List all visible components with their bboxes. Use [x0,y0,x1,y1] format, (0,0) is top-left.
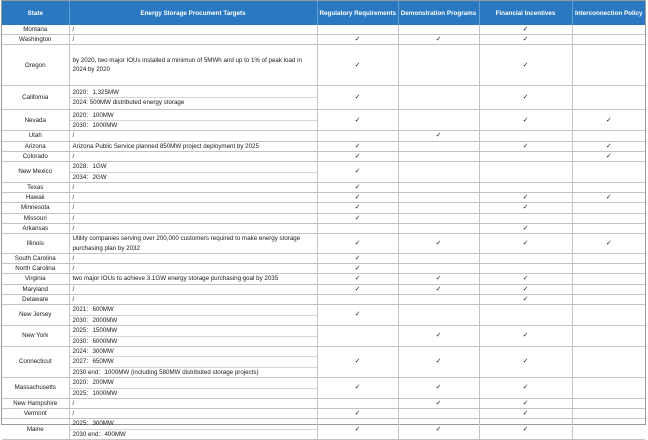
table-row [2,264,645,274]
table-row [2,305,645,326]
checkmark-icon: ✓ [522,36,529,44]
table-row [2,284,645,294]
table-row [2,110,645,131]
demonstration-mark-cell [398,378,479,399]
financial-mark-cell [479,203,572,213]
checkmark-icon: ✓ [522,332,529,340]
regulatory-mark-cell [317,347,398,378]
checkmark-icon: ✓ [522,26,529,33]
checkmark-icon: ✓ [435,36,442,44]
demonstration-mark-cell [398,213,479,223]
regulatory-mark-cell [317,294,398,304]
regulatory-mark-cell [317,284,398,294]
checkmark-icon: ✓ [522,239,529,247]
checkmark-icon: ✓ [522,425,529,433]
checkmark-icon: ✓ [522,224,529,232]
checkmark-icon: ✓ [354,265,361,273]
interconnection-mark-cell [572,203,645,213]
target-line: 2034：2GW [70,172,317,182]
state-cell: Colorado [2,151,69,161]
header-targets: Energy Storage Procument Targets [69,1,317,25]
checkmark-icon: ✓ [435,285,442,293]
target-cell [69,110,317,131]
demonstration-mark-cell [398,326,479,347]
table-row [2,326,645,347]
target-cell [69,35,317,45]
checkmark-icon: ✓ [605,142,612,150]
interconnection-mark-cell [572,151,645,161]
regulatory-mark-cell [317,45,398,86]
state-cell: Texas [2,183,69,193]
checkmark-icon: ✓ [435,425,442,433]
demonstration-mark-cell [398,305,479,326]
financial-mark-cell [479,274,572,284]
financial-mark-cell [479,347,572,378]
interconnection-mark-cell [572,183,645,193]
regulatory-mark-cell [317,305,398,326]
target-line: 2025：1000MW [70,388,317,398]
target-line: / [72,204,75,212]
table-body [2,25,645,439]
demonstration-mark-cell [398,254,479,264]
state-cell: Maine [2,419,69,439]
checkmark-icon: ✓ [354,116,361,124]
checkmark-icon: ✓ [522,142,529,150]
target-line: 2025：300MW [72,420,114,428]
target-cell [69,254,317,264]
procurement-table-frame [1,0,646,438]
financial-mark-cell [479,284,572,294]
table-row [2,151,645,161]
state-cell: Missouri [2,213,69,223]
target-line: / [72,255,75,263]
regulatory-mark-cell [317,264,398,274]
target-line: 2020：1,325MW [72,89,119,97]
checkmark-icon: ✓ [522,400,529,408]
state-cell: Massachusetts [2,378,69,399]
interconnection-mark-cell [572,409,645,419]
financial-mark-cell [479,409,572,419]
financial-mark-cell [479,399,572,409]
financial-mark-cell [479,326,572,347]
checkmark-icon: ✓ [522,116,529,124]
financial-mark-cell [479,193,572,203]
target-line: / [72,400,75,408]
regulatory-mark-cell [317,223,398,233]
table-row [2,25,645,35]
interconnection-mark-cell [572,141,645,151]
target-line: 2030：6000MW [70,336,317,346]
interconnection-mark-cell [572,284,645,294]
checkmark-icon: ✓ [354,152,361,160]
target-cell [69,203,317,213]
checkmark-icon: ✓ [354,410,361,418]
target-line: Arizona Public Service planned 850MW project deployment by 2025 [72,142,259,150]
financial-mark-cell [479,378,572,399]
state-cell: Nevada [2,110,69,131]
checkmark-icon: ✓ [354,36,361,44]
state-cell: California [2,86,69,110]
interconnection-mark-cell [572,294,645,304]
table-row [2,183,645,193]
interconnection-mark-cell [572,131,645,141]
checkmark-icon: ✓ [354,61,361,69]
target-line: / [72,132,75,140]
target-line: two major IOUs to achieve 3.1GW energy storage purchasing goal by 2035 [72,275,279,283]
target-cell [69,223,317,233]
checkmark-icon: ✓ [435,358,442,366]
state-cell: Virginia [2,274,69,284]
demonstration-mark-cell [398,264,479,274]
state-cell: Montana [2,25,69,35]
checkmark-icon: ✓ [354,384,361,392]
financial-mark-cell [479,35,572,45]
target-cell [69,419,317,439]
table-row [2,213,645,223]
interconnection-mark-cell [572,110,645,131]
target-cell [69,141,317,151]
interconnection-mark-cell [572,35,645,45]
demonstration-mark-cell [398,203,479,213]
state-cell: New Mexico [2,162,69,183]
regulatory-mark-cell [317,254,398,264]
checkmark-icon: ✓ [354,204,361,212]
target-cell [69,409,317,419]
state-cell: Connecticut [2,347,69,378]
financial-mark-cell [479,141,572,151]
target-cell [69,193,317,203]
target-cell [69,213,317,223]
regulatory-mark-cell [317,203,398,213]
interconnection-mark-cell [572,305,645,326]
checkmark-icon: ✓ [522,384,529,392]
target-cell [69,326,317,347]
regulatory-mark-cell [317,378,398,399]
checkmark-icon: ✓ [435,132,442,140]
target-line: 2020：100MW [72,111,114,119]
regulatory-mark-cell [317,193,398,203]
regulatory-mark-cell [317,86,398,110]
target-line: / [72,152,75,160]
checkmark-icon: ✓ [354,194,361,202]
demonstration-mark-cell [398,25,479,35]
checkmark-icon: ✓ [354,184,361,192]
state-cell: Illinois [2,234,69,254]
checkmark-icon: ✓ [605,116,612,124]
checkmark-icon: ✓ [354,358,361,366]
regulatory-mark-cell [317,131,398,141]
regulatory-mark-cell [317,110,398,131]
table-row [2,131,645,141]
table-row [2,141,645,151]
header-financial: Financial Incentives [479,1,572,25]
state-cell: New York [2,326,69,347]
target-line: 2024：300MW [72,348,114,356]
regulatory-mark-cell [317,419,398,439]
interconnection-mark-cell [572,419,645,439]
table-row [2,35,645,45]
target-cell [69,284,317,294]
header-regulatory: Regulatory Requirements [317,1,398,25]
table-row [2,193,645,203]
target-line: / [72,224,75,232]
header-demonstration: Demonstration Programs [398,1,479,25]
demonstration-mark-cell [398,131,479,141]
checkmark-icon: ✓ [354,425,361,433]
financial-mark-cell [479,294,572,304]
interconnection-mark-cell [572,326,645,347]
checkmark-icon: ✓ [522,295,529,303]
interconnection-mark-cell [572,254,645,264]
target-line: 2020：200MW [72,379,114,387]
financial-mark-cell [479,183,572,193]
financial-mark-cell [479,25,572,35]
checkmark-icon: ✓ [605,239,612,247]
target-cell [69,305,317,326]
checkmark-icon: ✓ [522,194,529,202]
checkmark-icon: ✓ [354,142,361,150]
demonstration-mark-cell [398,294,479,304]
regulatory-mark-cell [317,183,398,193]
target-line: 2030：2000MW [70,315,317,325]
demonstration-mark-cell [398,399,479,409]
checkmark-icon: ✓ [522,94,529,102]
target-line: / [72,410,75,418]
target-cell [69,347,317,378]
target-line: Utility companies serving over 200,000 customers required to make energy storage purchasing plan by 2032 [72,235,301,252]
regulatory-mark-cell [317,409,398,419]
state-cell: North Carolina [2,264,69,274]
target-line: by 2020, two major IOUs installed a minimun of 5MWh and up to 1% of peak load in 2024 by 2020 [72,57,302,74]
checkmark-icon: ✓ [605,194,612,202]
financial-mark-cell [479,131,572,141]
interconnection-mark-cell [572,347,645,378]
interconnection-mark-cell [572,193,645,203]
checkmark-icon: ✓ [435,239,442,247]
state-cell: Washington [2,35,69,45]
demonstration-mark-cell [398,274,479,284]
regulatory-mark-cell [317,234,398,254]
financial-mark-cell [479,162,572,183]
interconnection-mark-cell [572,223,645,233]
financial-mark-cell [479,264,572,274]
regulatory-mark-cell [317,35,398,45]
checkmark-icon: ✓ [354,255,361,263]
target-cell [69,45,317,86]
checkmark-icon: ✓ [522,410,529,418]
regulatory-mark-cell [317,162,398,183]
demonstration-mark-cell [398,193,479,203]
interconnection-mark-cell [572,25,645,35]
table-row [2,86,645,110]
table-row [2,419,645,439]
checkmark-icon: ✓ [435,332,442,340]
financial-mark-cell [479,305,572,326]
checkmark-icon: ✓ [354,214,361,222]
interconnection-mark-cell [572,162,645,183]
table-row [2,378,645,399]
checkmark-icon: ✓ [435,400,442,408]
interconnection-mark-cell [572,378,645,399]
demonstration-mark-cell [398,151,479,161]
target-cell [69,399,317,409]
energy-storage-policy-table [2,1,645,440]
state-cell: Hawaii [2,193,69,203]
state-cell: Arkansas [2,223,69,233]
demonstration-mark-cell [398,234,479,254]
target-cell [69,378,317,399]
target-line: / [72,265,75,273]
regulatory-mark-cell [317,326,398,347]
target-cell [69,234,317,254]
table-row [2,399,645,409]
interconnection-mark-cell [572,274,645,284]
target-line: 2025：1500MW [72,327,118,335]
regulatory-mark-cell [317,274,398,284]
target-cell [69,25,317,35]
checkmark-icon: ✓ [354,311,361,319]
demonstration-mark-cell [398,110,479,131]
demonstration-mark-cell [398,409,479,419]
financial-mark-cell [479,45,572,86]
checkmark-icon: ✓ [435,275,442,283]
table-row [2,274,645,284]
target-line: / [72,194,75,202]
header-state: State [2,1,69,25]
state-cell: New Jersey [2,305,69,326]
state-cell: Utah [2,131,69,141]
financial-mark-cell [479,254,572,264]
financial-mark-cell [479,151,572,161]
target-line: / [72,184,75,192]
target-cell [69,86,317,110]
table-row [2,45,645,86]
target-line: / [72,295,75,303]
header-interconnection: Interconnection Policy [572,1,645,25]
interconnection-mark-cell [572,86,645,110]
financial-mark-cell [479,419,572,439]
interconnection-mark-cell [572,399,645,409]
demonstration-mark-cell [398,162,479,183]
table-row [2,294,645,304]
target-cell [69,151,317,161]
checkmark-icon: ✓ [354,239,361,247]
target-line: 2021：600MW [72,306,114,314]
financial-mark-cell [479,86,572,110]
target-cell [69,131,317,141]
regulatory-mark-cell [317,399,398,409]
demonstration-mark-cell [398,86,479,110]
demonstration-mark-cell [398,284,479,294]
table-row [2,162,645,183]
state-cell: Arizona [2,141,69,151]
target-cell [69,294,317,304]
demonstration-mark-cell [398,223,479,233]
demonstration-mark-cell [398,141,479,151]
checkmark-icon: ✓ [354,94,361,102]
table-row [2,409,645,419]
state-cell: New Hampshire [2,399,69,409]
state-cell: South Carolina [2,254,69,264]
regulatory-mark-cell [317,151,398,161]
interconnection-mark-cell [572,213,645,223]
checkmark-icon: ✓ [522,285,529,293]
interconnection-mark-cell [572,264,645,274]
target-cell [69,183,317,193]
financial-mark-cell [479,110,572,131]
demonstration-mark-cell [398,35,479,45]
target-line: / [72,36,75,44]
regulatory-mark-cell [317,213,398,223]
table-header-row [2,1,645,25]
regulatory-mark-cell [317,141,398,151]
target-line: / [72,214,75,222]
state-cell: Maryland [2,284,69,294]
target-line: 2030 end：400MW [70,429,317,439]
demonstration-mark-cell [398,347,479,378]
target-line: / [72,285,75,293]
checkmark-icon: ✓ [605,152,612,160]
checkmark-icon: ✓ [435,384,442,392]
checkmark-icon: ✓ [522,204,529,212]
target-line: 2028：1GW [72,163,107,171]
target-cell [69,264,317,274]
checkmark-icon: ✓ [354,275,361,283]
target-cell [69,162,317,183]
interconnection-mark-cell [572,45,645,86]
target-line: 2024: 500MW distributed energy storage [70,97,317,107]
state-cell: Minnesota [2,203,69,213]
checkmark-icon: ✓ [522,61,529,69]
table-row [2,347,645,378]
table-row [2,223,645,233]
demonstration-mark-cell [398,45,479,86]
financial-mark-cell [479,234,572,254]
regulatory-mark-cell [317,25,398,35]
state-cell: Oregon [2,45,69,86]
demonstration-mark-cell [398,183,479,193]
target-line: / [72,26,75,33]
checkmark-icon: ✓ [354,285,361,293]
target-cell [69,274,317,284]
demonstration-mark-cell [398,419,479,439]
checkmark-icon: ✓ [522,275,529,283]
financial-mark-cell [479,213,572,223]
checkmark-icon: ✓ [522,358,529,366]
target-line: 2030：1000MW [70,120,317,130]
financial-mark-cell [479,223,572,233]
table-row [2,234,645,254]
state-cell: Vermont [2,409,69,419]
table-row [2,254,645,264]
interconnection-mark-cell [572,234,645,254]
table-row [2,203,645,213]
target-line: 2030 end：1000MW (including 580MW distributed storage projects) [70,367,317,377]
state-cell: Delaware [2,294,69,304]
target-line: 2027：650MW [70,356,317,366]
checkmark-icon: ✓ [354,168,361,176]
